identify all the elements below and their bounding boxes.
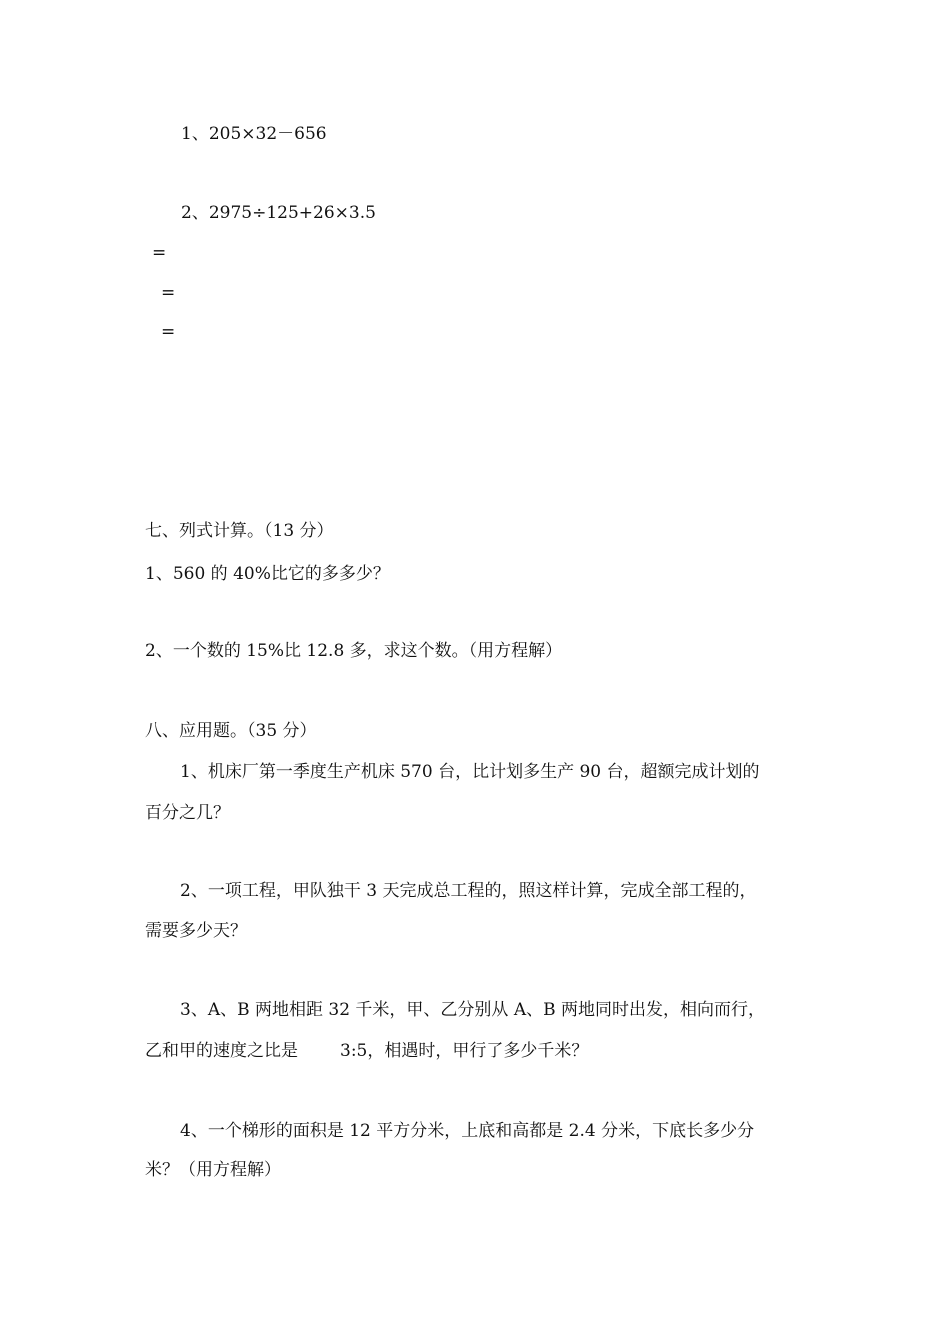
section-8-question-4-line-1: 4、一个梯形的面积是 12 平方分米，上底和高都是 2.4 分米，下底长多少分 xyxy=(180,1121,755,1141)
section-8-question-3-line-2 xyxy=(145,1040,588,1062)
section-7-question-2: 2、一个数的 15%比 12.8 多，求这个数。（用方程解） xyxy=(145,641,563,661)
section-8-question-4-line-2: 米？（用方程解） xyxy=(145,1160,281,1180)
section-8-question-2-line-2: 需要多少天？ xyxy=(145,921,247,941)
section-8-question-3-line-1: 3、A、B 两地相距 32 千米，甲、乙分别从 A、B 两地同时出发，相向而行， xyxy=(180,1000,766,1020)
equals-line-3: = xyxy=(161,322,176,342)
section-7-heading: 七、列式计算。（13 分） xyxy=(145,521,334,541)
section-8-heading: 八、应用题。（35 分） xyxy=(145,721,317,741)
equals-line-1: = xyxy=(152,243,167,263)
section-8-question-2-line-1: 2、一项工程，甲队独干 3 天完成总工程的，照这样计算，完成全部工程的， xyxy=(180,881,757,901)
section-8-question-1-line-2: 百分之几？ xyxy=(145,803,230,823)
question-3-ratio-suffix: 3:5，相遇时，甲行了多少千米？ xyxy=(340,1041,589,1061)
section-7-question-1: 1、560 的 40%比它的多多少？ xyxy=(145,564,390,584)
calc-question-1: 1、205×32－656 xyxy=(181,124,327,144)
equals-line-2: = xyxy=(161,283,176,303)
calc-question-2: 2、2975÷125+26×3.5 xyxy=(181,203,376,223)
question-3-ratio-prefix: 乙和甲的速度之比是 xyxy=(145,1041,298,1061)
section-8-question-1-line-1: 1、机床厂第一季度生产机床 570 台，比计划多生产 90 台，超额完成计划的 xyxy=(180,762,760,782)
